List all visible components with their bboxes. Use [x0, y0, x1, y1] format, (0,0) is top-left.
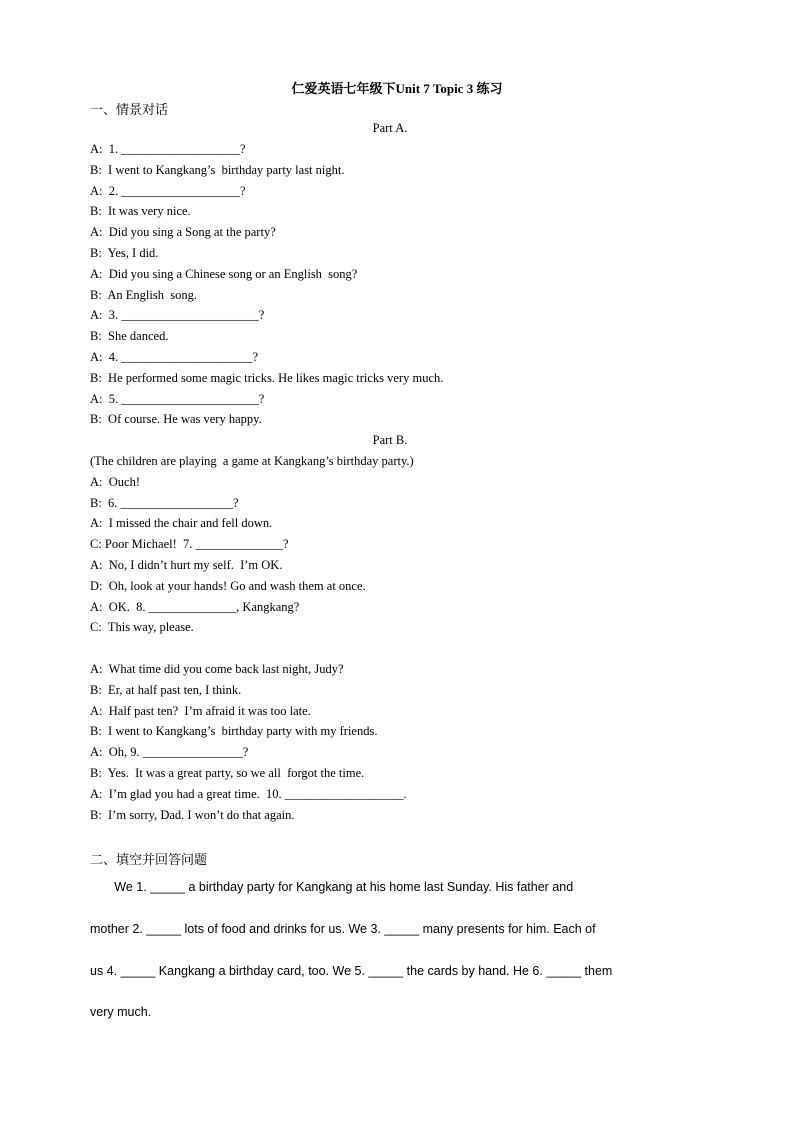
paragraph-line: us 4. _____ Kangkang a birthday card, too. We 5. _____ the cards by hand. He 6. _____ them: [90, 963, 613, 978]
dialog-line: A: 2. ___________________?: [90, 183, 246, 198]
dialog-line: B: Yes, I did.: [90, 246, 159, 260]
dialog-line: B: She danced.: [90, 329, 169, 344]
dialog-line: A: Oh, 9. ________________?: [90, 745, 249, 760]
dialog-line: B: Yes. It was a great party, so we all forgot the time.: [90, 766, 365, 780]
dialog-line: A: No, I didn’t hurt my self. I’m OK.: [90, 558, 283, 572]
dialog-line: B: Of course. He was very happy.: [90, 412, 262, 427]
dialog-line: D: Oh, look at your hands! Go and wash them at once.: [90, 578, 366, 593]
paragraph-line: mother 2. _____ lots of food and drinks for us. We 3. _____ many presents for him. Each of: [90, 921, 596, 936]
dialog-line: A: 4. _____________________?: [90, 350, 259, 364]
dialog-line: A: 5. ______________________?: [90, 391, 265, 406]
page-title: 仁爱英语七年级下Unit 7 Topic 3 练习: [291, 81, 503, 96]
part-a-label: Part A.: [372, 121, 408, 135]
dialog-line: B: Er, at half past ten, I think.: [90, 682, 242, 697]
dialog-line: C: This way, please.: [90, 620, 194, 635]
dialog-line: A: I missed the chair and fell down.: [90, 516, 273, 531]
dialog-line: B: I went to Kangkang’s birthday party last night.: [90, 162, 345, 177]
dialog-line: B: He performed some magic tricks. He likes magic tricks very much.: [90, 370, 444, 385]
dialog-line: B: An English song.: [90, 287, 197, 302]
dialog-line: A: 3. ______________________?: [90, 308, 265, 323]
dialog-line: B: I’m sorry, Dad. I won’t do that again.: [90, 807, 295, 822]
part-b-label: Part B.: [372, 433, 408, 447]
dialog-line: A: Did you sing a Song at the party?: [90, 225, 276, 240]
dialog-line: B: I went to Kangkang’s birthday party with my friends.: [90, 724, 378, 739]
dialog-line: C: Poor Michael! 7. ______________?: [90, 537, 289, 552]
dialog-line: A: OK. 8. ______________, Kangkang?: [90, 599, 300, 614]
paragraph-line: We 1. _____ a birthday party for Kangkang at his home last Sunday. His father and: [90, 880, 574, 894]
paragraph-line: very much.: [90, 1005, 152, 1020]
section-2-heading: 二、填空并回答问题: [90, 853, 208, 868]
dialog-line: A: Did you sing a Chinese song or an English song?: [90, 266, 358, 281]
dialog-line: A: I’m glad you had a great time. 10. ___________________.: [90, 786, 407, 801]
dialog-line: A: What time did you come back last night, Judy?: [90, 662, 344, 676]
dialog-line: A: Ouch!: [90, 474, 140, 489]
dialog-line: A: 1. ___________________?: [90, 142, 246, 156]
dialog-line: B: 6. __________________?: [90, 495, 239, 510]
section-1-heading: 一、情景对话: [90, 103, 169, 118]
dialog-line: A: Half past ten? I’m afraid it was too late.: [90, 703, 311, 718]
dialog-line: (The children are playing a game at Kangkang’s birthday party.): [90, 454, 414, 468]
dialog-line: B: It was very nice.: [90, 204, 191, 219]
